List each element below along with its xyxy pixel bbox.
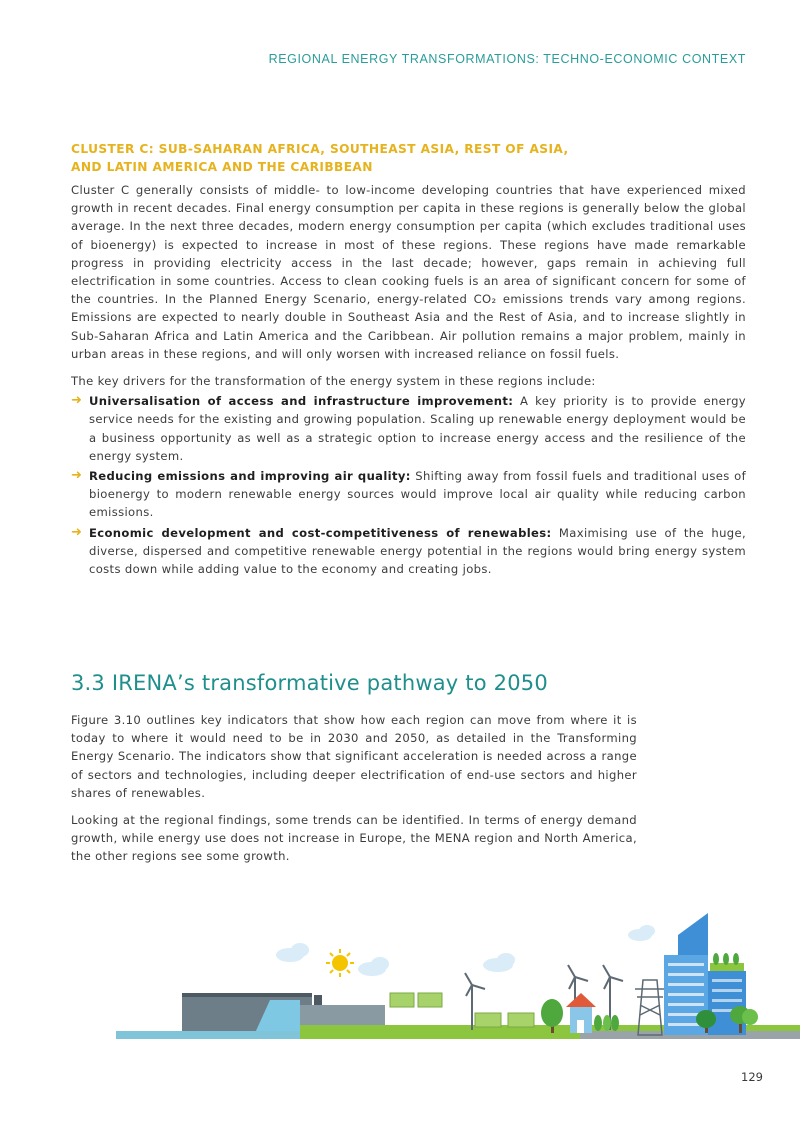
arrow-right-icon: ➜ (71, 524, 83, 540)
driver-title: Economic development and cost-competitiveness of renewables: (89, 525, 552, 540)
driver-text: A key priority is to provide energy service needs for the existing and growing population. Scaling up renewable energy deployment would be a business opportunity as well as a strategic option to increase energy access and the resilience of the energy system. (89, 394, 746, 463)
sun-icon (326, 949, 354, 977)
driver-title: Universalisation of access and infrastructure improvement: (89, 394, 514, 409)
cluster-heading-line2: AND LATIN AMERICA AND THE CARIBBEAN (71, 160, 373, 174)
solar-panel-icon (390, 993, 534, 1027)
cluster-section (71, 140, 746, 580)
arrow-right-icon: ➜ (71, 393, 83, 409)
cloud-icon (483, 953, 515, 972)
cluster-heading-line1: CLUSTER C: SUB-SAHARAN AFRICA, SOUTHEAST ASIA, REST OF ASIA, (71, 142, 569, 156)
section-body (71, 711, 637, 875)
water (116, 1031, 306, 1039)
drivers-list (71, 392, 746, 578)
cloud-icon (628, 925, 655, 941)
section-paragraph: Figure 3.10 outlines key indicators that show how each region can move from where it is today to where it would need to be in 2030 and 2050, as detailed in the Transforming Energy Scenario. The indicators show that significant acceleration is needed across a range of sectors and technologies, including deeper electrification of end-use sectors and higher shares of renewables. (71, 713, 637, 800)
driver-title: Reducing emissions and improving air quality: (89, 469, 411, 484)
driver-item (71, 392, 746, 465)
cluster-paragraph: Cluster C generally consists of middle- to low-income developing countries that have experienced mixed growth in recent decades. Final energy consumption per capita in these regions is generally below the global average. In the next three decades, modern energy consumption per capita (which excludes traditional uses of bioenergy) is expected to increase in most of these regions. These regions have made remarkable progress in providing electricity access in the last decade; however, gaps remain in achieving full electrification in some countries. Access to clean cooking fuels is an area of significant concern for some of the countries. In the Planned Energy Scenario, energy-related CO₂ emissions trends vary among regions. Emissions are expected to nearly double in Southeast Asia and the Rest of Asia, and to increase slightly in Sub-Saharan Africa and Latin America and the Caribbean. Air pollution remains a major problem, mainly in urban areas in these regions, and will only worsen with increased reliance on fossil fuels. (71, 183, 746, 361)
cluster-heading (71, 140, 746, 176)
page-number: 129 (741, 1070, 763, 1084)
house-icon (566, 993, 596, 1033)
driver-item (71, 524, 746, 579)
section-title: 3.3 IRENA’s transformative pathway to 2050 (71, 671, 548, 695)
driver-text: Maximising use of the huge, diverse, dispersed and competitive renewable energy potential in the regions would bring energy system costs down while adding value to the economy and creating jobs. (89, 525, 747, 577)
driver-item (71, 467, 746, 522)
cloud-icon (276, 943, 309, 962)
running-header: REGIONAL ENERGY TRANSFORMATIONS: TECHNO-ECONOMIC CONTEXT (268, 52, 746, 66)
arrow-right-icon: ➜ (71, 468, 83, 484)
tree-icon (594, 1015, 619, 1031)
section-paragraph: Looking at the regional findings, some trends can be identified. In terms of energy demand growth, while energy use does not increase in Europe, the MENA region and North America, the other regions see some growth. (71, 813, 637, 864)
driver-text: Shifting away from fossil fuels and traditional uses of bioenergy to modern renewable energy sources would improve local air quality while reducing carbon emissions. (89, 469, 746, 520)
energy-landscape-illustration (110, 905, 803, 1045)
drivers-intro: The key drivers for the transformation of the energy system in these regions include: (71, 374, 596, 389)
cloud-icon (358, 957, 389, 976)
